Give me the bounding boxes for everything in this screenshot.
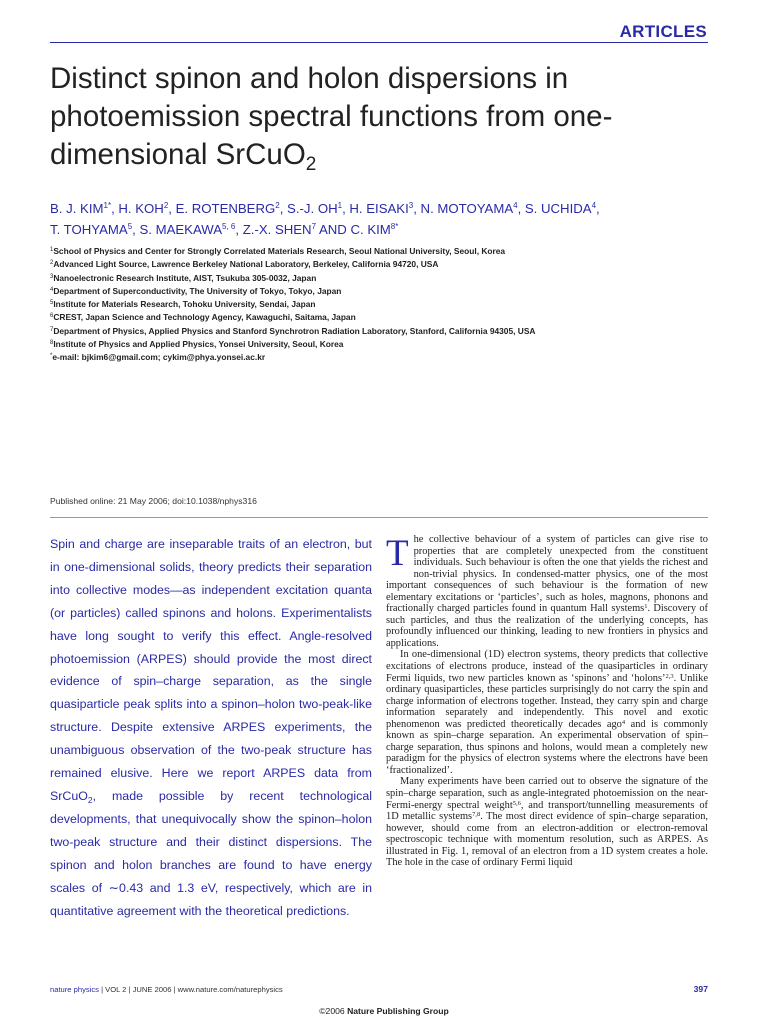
author-affiliation-mark: 5, 6 <box>222 222 236 231</box>
affiliation-item <box>50 338 720 351</box>
affiliation-item <box>50 245 720 258</box>
author-affiliation-mark: 4 <box>591 201 597 210</box>
author-affiliation-mark: 2 <box>163 201 169 210</box>
body-paragraph-3 <box>386 776 708 868</box>
affiliation-list <box>50 245 720 365</box>
article-title <box>50 60 720 174</box>
affiliation-item <box>50 351 720 364</box>
author-name: H. KOH <box>118 201 164 216</box>
affiliation-mark: 3 <box>50 273 54 280</box>
affiliation-text: Institute of Physics and Applied Physics, Yonsei University, Seoul, Korea <box>53 339 344 350</box>
body-text-run: . Unlike ordinary quasiparticles, these particles surprisingly do not carry the spin and charge information of electrons together. Instead, they carry spin and charge information separately and independently. This novel and exotic phenomenon was predicted theoretically decades ago <box>386 672 708 730</box>
affiliation-mark: 1 <box>50 247 54 253</box>
citation-mark: 1 <box>644 603 648 611</box>
author-name: E. ROTENBERG <box>175 201 276 216</box>
author-affiliation-mark: 4 <box>513 201 518 210</box>
author-name: Z.-X. SHEN <box>242 222 312 237</box>
page-number: 397 <box>693 984 708 994</box>
affiliation-mark: 6 <box>50 313 54 320</box>
body-paragraph-2 <box>386 649 708 776</box>
affiliation-mark: 2 <box>50 260 54 267</box>
affiliation-item <box>50 258 720 271</box>
authors-and: AND <box>318 222 347 237</box>
affiliation-item <box>50 298 720 311</box>
footer-journal-name: nature physics <box>50 985 99 994</box>
body-text-run: and is commonly known as spin–charge separation. An experimental observation of spin–charge separation, thus spinons and holons, would mean a completely new paradigm for the physics of electron systems where the electrons have been ‘fractionalized’. <box>386 718 708 776</box>
publication-info: Published online: 21 May 2006; doi:10.1038/nphys316 <box>50 496 257 506</box>
affiliation-text: Institute for Materials Research, Tohoku University, Sendai, Japan <box>53 299 316 310</box>
body-text-run: . The most direct evidence of spin–charge separation, however, should come from an electron-addition or electron-removal spectroscopic technique with momentum resolution, such as ARPES. As illustrated in Fig. 1, removal of an electron from a 1D system creates a hole. The hole in the case of ordinary Fermi liquid <box>386 811 708 869</box>
article-title-text: Distinct spinon and holon dispersions in photoemission spectral functions from one-dimensional SrCuO <box>50 62 613 171</box>
affiliation-item <box>50 272 720 285</box>
author-name: N. MOTOYAMA <box>420 201 514 216</box>
abstract-subscript: 2 <box>87 794 93 805</box>
body-text <box>386 534 708 869</box>
affiliation-text: CREST, Japan Science and Technology Agency, Kawaguchi, Saitama, Japan <box>53 312 356 323</box>
body-paragraph-1 <box>386 534 708 649</box>
author-affiliation-mark: 3 <box>408 201 414 210</box>
copyright-year: ©2006 <box>319 1006 348 1016</box>
body-text-run: Many experiments have been carried out to observe the signature of the spin–charge separation, such as angle-integrated photoemission on the near-Fermi-energy spectral weight <box>386 776 708 811</box>
author-name: S. MAEKAWA <box>139 222 223 237</box>
affiliation-item <box>50 325 720 338</box>
body-text-run: . Discovery of such particles, and thus the realization of the underlying concepts, has profoundly influenced our thinking, leading to new frontiers in physics and applications. <box>386 603 709 649</box>
citation-mark: 4 <box>621 718 626 726</box>
abstract-part1: Spin and charge are inseparable traits of an electron, but in one-dimensional solids, theory predicts their separation into collective modes—as independent excitation quanta (or particles) called spinons and holons. Experimentalists have long sought to verify this effect. Angle-resolved photoemission (ARPES) should provide the most direct evidence of spin–charge separation, as the single quasiparticle peak splits into a spinon–holon two-peak-like structure. Despite extensive ARPES experiments, the unambiguous observation of the two-peak structure has remained elusive. Here we report ARPES data from SrCuO <box>50 537 372 803</box>
author-name: B. J. KIM <box>50 201 104 216</box>
affiliation-item <box>50 285 720 298</box>
author-affiliation-mark: 7 <box>311 222 317 231</box>
citation-mark: 7,8 <box>472 811 481 819</box>
affiliation-text: Department of Physics, Applied Physics and Stanford Synchrotron Radiation Laboratory, Stanford, California 94305, USA <box>53 325 536 336</box>
affiliation-text: Nanoelectronic Research Institute, AIST, Tsukuba 305-0032, Japan <box>53 272 317 283</box>
affiliation-item <box>50 311 720 324</box>
affiliation-mark: 5 <box>50 300 54 307</box>
citation-mark: 5,6 <box>512 799 521 807</box>
footer-details: | VOL 2 | JUNE 2006 | www.nature.com/naturephysics <box>98 985 283 994</box>
affiliation-text: School of Physics and Center for Strongly Correlated Materials Research, Seoul National University, Seoul, Korea <box>53 246 506 256</box>
drop-cap: T <box>386 533 409 574</box>
author-name: C. KIM <box>350 222 391 237</box>
footer-journal-info <box>50 985 283 994</box>
body-text-run: he collective behaviour of a system of particles can give rise to properties that are completely unexpected from the constituent individuals. Such behaviour is often the one that yields the richest and non-trivial physics. In condensed-matter physics, one of the most important consequences of such behaviour is the formation of new elementary excitations or ‘particles’, such as holes, magnons, phonons and fractionally charged particles found in quantum Hall systems <box>386 534 708 615</box>
author-name: S.-J. OH <box>287 201 338 216</box>
author-affiliation-mark: 5 <box>127 222 133 231</box>
affiliation-text: Advanced Light Source, Lawrence Berkeley National Laboratory, Berkeley, California 94720, USA <box>53 259 439 270</box>
affiliation-mark: 8 <box>50 340 54 347</box>
abstract <box>50 533 372 922</box>
header-rule <box>50 42 708 43</box>
citation-mark: 2,3 <box>665 672 674 680</box>
author-affiliation-mark: 1* <box>103 201 112 210</box>
author-affiliation-mark: 1 <box>337 201 343 210</box>
abstract-rule <box>50 517 708 518</box>
affiliation-text: e-mail: bjkim6@gmail.com; cykim@phya.yonsei.ac.kr <box>52 352 266 363</box>
affiliation-mark: * <box>50 353 53 360</box>
copyright <box>0 1006 768 1016</box>
affiliation-mark: 4 <box>50 286 54 293</box>
author-name: H. EISAKI <box>349 201 409 216</box>
author-name: T. TOHYAMA <box>50 222 128 237</box>
affiliation-text: Department of Superconductivity, The University of Tokyo, Tokyo, Japan <box>53 285 342 296</box>
author-list: B. J. $KIM^{1*}$, H. KOH$^2$, E. ROTENBERG$^2$, S.-J. $OH^1$, H. EISAKI$^3$, N. MOTOYAMA$^4$, S. UCHIDA$^4$, T. TOHYAMA$^5$, S. MAEKAWA$^{5, 6}$, Z.-X. SHEN$^7$ AND C. $KIM^{8*}$ <box>50 201 600 237</box>
author-affiliation-mark: 2 <box>275 201 280 210</box>
author-name: S. UCHIDA <box>524 201 592 216</box>
section-label: ARTICLES <box>619 22 707 41</box>
body-text-run: In one-dimensional (1D) electron systems, theory predicts that collective excitations of electrons produce, instead of the quasiparticles in ordinary Fermi liquids, two new particles known as ‘spinons’ and ‘holons’ <box>386 649 708 684</box>
publisher-name: Nature Publishing Group <box>347 1006 449 1016</box>
abstract-part2: , made possible by recent technological developments, that unequivocally show the spinon–holon two-peak structure and their distinct dispersions. The spinon and holon branches are found to have energy scales of ∼0.43 and 1.3 eV, respectively, which are in quantitative agreement with the theoretical predictions. <box>50 788 372 918</box>
article-title-subscript: 2 <box>305 154 317 175</box>
author-affiliation-mark: 8* <box>390 222 399 231</box>
body-text-run: , and transport/tunnelling measurements of 1D metallic systems <box>386 799 708 823</box>
affiliation-mark: 7 <box>50 326 54 333</box>
